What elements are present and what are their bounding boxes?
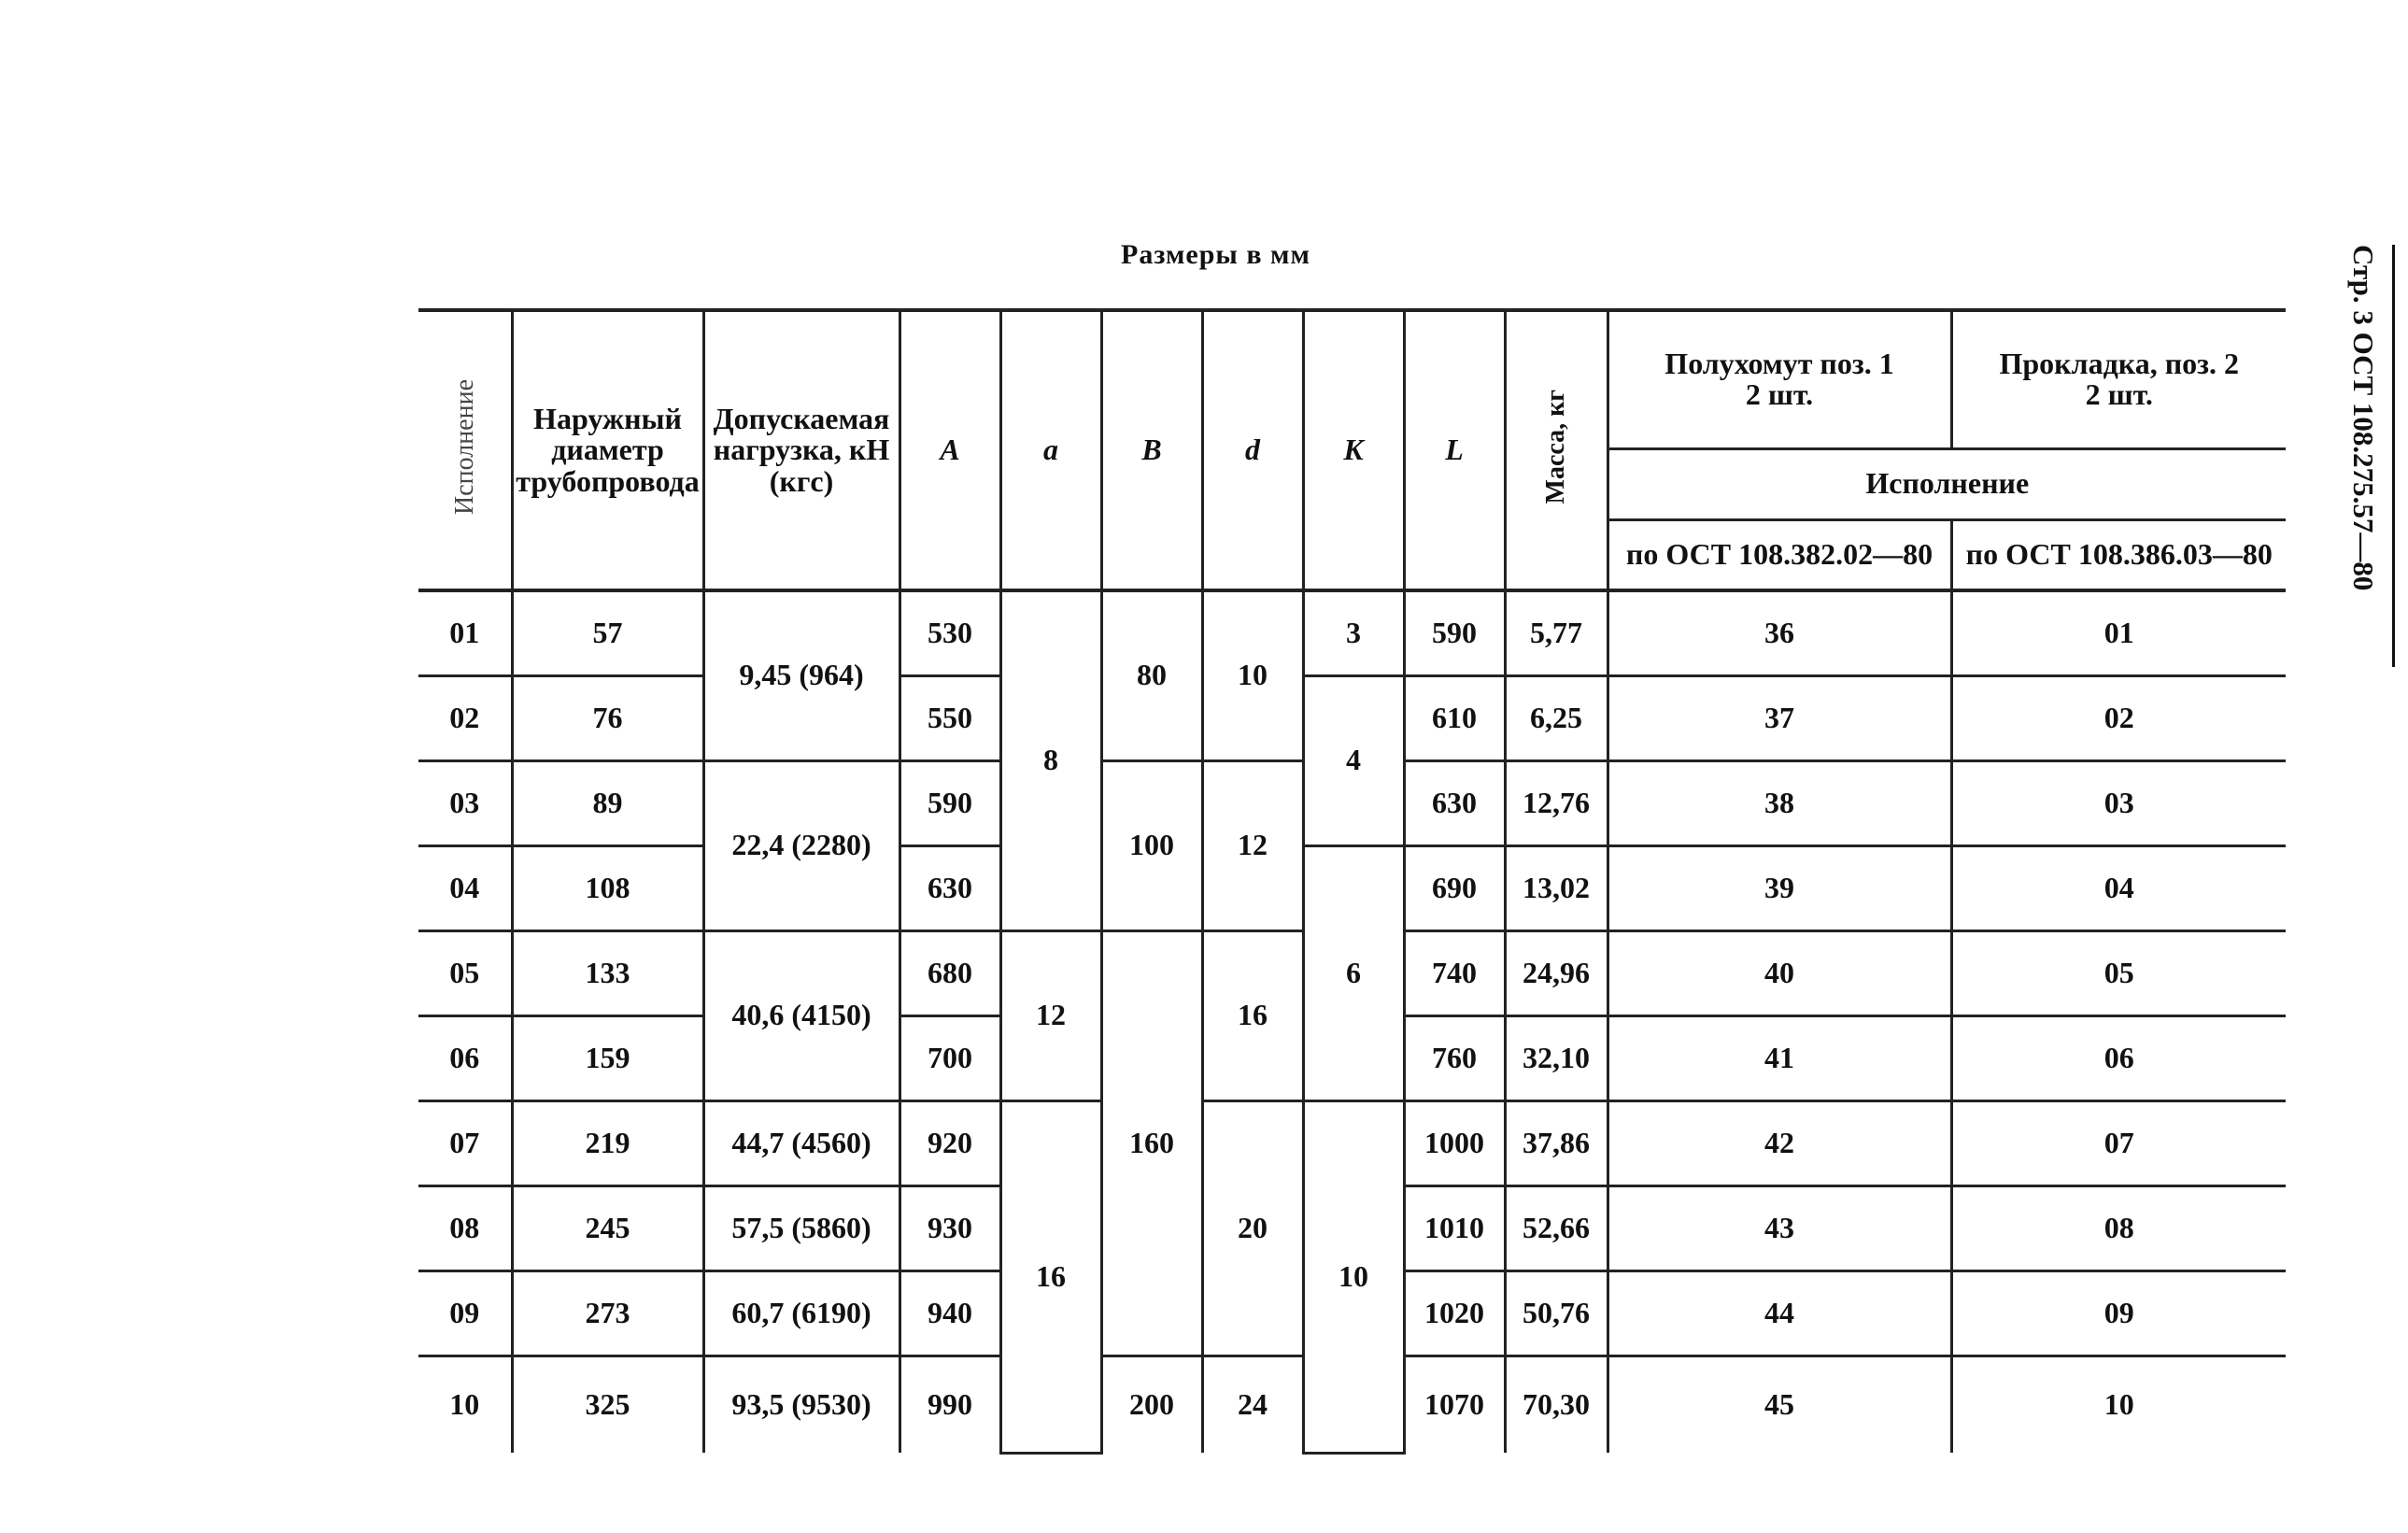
header-execution: Исполнение: [1608, 448, 2286, 519]
page-standard-label: Стр. 3 ОСТ 108.275.57—80: [2347, 245, 2380, 591]
cell-load: 93,5 (9530): [703, 1356, 899, 1453]
cell-L: 1070: [1404, 1356, 1505, 1453]
header-clamp-ost: по ОСТ 108.382.02—80: [1608, 519, 1951, 590]
cell-L: 1020: [1404, 1270, 1505, 1356]
units-caption: Размеры в мм: [1121, 239, 1310, 270]
cell-A: 700: [899, 1015, 1000, 1100]
cell-A: 930: [899, 1185, 1000, 1270]
cell-diameter: 159: [512, 1015, 703, 1100]
table-row: [418, 1100, 2286, 1185]
cell-gasket: 03: [1951, 760, 2286, 845]
cell-variant: 07: [418, 1100, 512, 1185]
cell-variant: 10: [418, 1356, 512, 1453]
cell-A: 940: [899, 1270, 1000, 1356]
cell-mass: 6,25: [1505, 675, 1608, 760]
cell-mass: 70,30: [1505, 1356, 1608, 1453]
cell-diameter: 245: [512, 1185, 703, 1270]
cell-clamp: 43: [1608, 1185, 1951, 1270]
cell-B: 80: [1101, 590, 1202, 760]
cell-mass: 24,96: [1505, 930, 1608, 1015]
spec-table: [418, 308, 2286, 1455]
cell-mass: 5,77: [1505, 590, 1608, 675]
cell-K: 3: [1303, 590, 1404, 675]
cell-variant: 04: [418, 845, 512, 930]
cell-load: 57,5 (5860): [703, 1185, 899, 1270]
header-gasket: Прокладка, поз. 2 2 шт.: [1951, 310, 2286, 448]
cell-L: 690: [1404, 845, 1505, 930]
header-col-d: d: [1202, 310, 1303, 590]
cell-gasket: 10: [1951, 1356, 2286, 1453]
cell-mass: 12,76: [1505, 760, 1608, 845]
cell-a: 12: [1000, 930, 1101, 1100]
cell-variant: 08: [418, 1185, 512, 1270]
cell-L: 630: [1404, 760, 1505, 845]
header-gasket-ost: по ОСТ 108.386.03—80: [1951, 519, 2286, 590]
cell-mass: 32,10: [1505, 1015, 1608, 1100]
cell-diameter: 57: [512, 590, 703, 675]
cell-clamp: 41: [1608, 1015, 1951, 1100]
cell-mass: 52,66: [1505, 1185, 1608, 1270]
side-rule: [2392, 245, 2395, 667]
cell-clamp: 39: [1608, 845, 1951, 930]
cell-clamp: 40: [1608, 930, 1951, 1015]
cell-load: 9,45 (964): [703, 590, 899, 760]
cell-d: 24: [1202, 1356, 1303, 1453]
cell-gasket: 07: [1951, 1100, 2286, 1185]
header-diameter: Наружный диаметр трубопровода: [512, 310, 703, 590]
cell-mass: 37,86: [1505, 1100, 1608, 1185]
header-load: Допускаемая нагрузка, кН (кгс): [703, 310, 899, 590]
table-row: [418, 675, 2286, 760]
cell-a: 8: [1000, 590, 1101, 930]
cell-L: 590: [1404, 590, 1505, 675]
cell-L: 740: [1404, 930, 1505, 1015]
cell-clamp: 38: [1608, 760, 1951, 845]
cell-B: 160: [1101, 930, 1202, 1356]
cell-load: 22,4 (2280): [703, 760, 899, 930]
header-clamp: Полухомут поз. 1 2 шт.: [1608, 310, 1951, 448]
cell-A: 590: [899, 760, 1000, 845]
cell-clamp: 42: [1608, 1100, 1951, 1185]
cell-variant: 06: [418, 1015, 512, 1100]
cell-d: 20: [1202, 1100, 1303, 1356]
cell-clamp: 37: [1608, 675, 1951, 760]
cell-A: 990: [899, 1356, 1000, 1453]
cell-B: 100: [1101, 760, 1202, 930]
header-col-B: B: [1101, 310, 1202, 590]
cell-A: 630: [899, 845, 1000, 930]
cell-B: 200: [1101, 1356, 1202, 1453]
cell-L: 760: [1404, 1015, 1505, 1100]
cell-K: 6: [1303, 845, 1404, 1100]
cell-L: 1010: [1404, 1185, 1505, 1270]
table-row: [418, 590, 2286, 675]
cell-a: 16: [1000, 1100, 1101, 1453]
cell-gasket: 09: [1951, 1270, 2286, 1356]
cell-diameter: 325: [512, 1356, 703, 1453]
cell-diameter: 76: [512, 675, 703, 760]
cell-diameter: 89: [512, 760, 703, 845]
cell-K: 4: [1303, 675, 1404, 845]
header-variant: Исполнение: [418, 310, 512, 590]
cell-variant: 05: [418, 930, 512, 1015]
cell-gasket: 05: [1951, 930, 2286, 1015]
header-mass: Масса, кг: [1505, 310, 1608, 590]
cell-load: 44,7 (4560): [703, 1100, 899, 1185]
cell-variant: 02: [418, 675, 512, 760]
cell-A: 530: [899, 590, 1000, 675]
cell-A: 550: [899, 675, 1000, 760]
cell-d: 12: [1202, 760, 1303, 930]
cell-diameter: 219: [512, 1100, 703, 1185]
cell-variant: 03: [418, 760, 512, 845]
cell-L: 610: [1404, 675, 1505, 760]
cell-diameter: 108: [512, 845, 703, 930]
cell-A: 680: [899, 930, 1000, 1015]
header-col-A: A: [899, 310, 1000, 590]
cell-mass: 50,76: [1505, 1270, 1608, 1356]
cell-mass: 13,02: [1505, 845, 1608, 930]
side-header: [2346, 245, 2401, 674]
cell-d: 10: [1202, 590, 1303, 760]
cell-gasket: 02: [1951, 675, 2286, 760]
cell-load: 40,6 (4150): [703, 930, 899, 1100]
cell-diameter: 273: [512, 1270, 703, 1356]
cell-clamp: 36: [1608, 590, 1951, 675]
cell-clamp: 44: [1608, 1270, 1951, 1356]
cell-A: 920: [899, 1100, 1000, 1185]
cell-gasket: 01: [1951, 590, 2286, 675]
cell-variant: 09: [418, 1270, 512, 1356]
header-col-K: K: [1303, 310, 1404, 590]
cell-diameter: 133: [512, 930, 703, 1015]
cell-K: 10: [1303, 1100, 1404, 1453]
cell-clamp: 45: [1608, 1356, 1951, 1453]
table-row: [418, 845, 2286, 930]
header-col-a: a: [1000, 310, 1101, 590]
cell-variant: 01: [418, 590, 512, 675]
cell-L: 1000: [1404, 1100, 1505, 1185]
cell-gasket: 08: [1951, 1185, 2286, 1270]
header-col-L: L: [1404, 310, 1505, 590]
cell-d: 16: [1202, 930, 1303, 1100]
cell-gasket: 04: [1951, 845, 2286, 930]
cell-load: 60,7 (6190): [703, 1270, 899, 1356]
cell-gasket: 06: [1951, 1015, 2286, 1100]
